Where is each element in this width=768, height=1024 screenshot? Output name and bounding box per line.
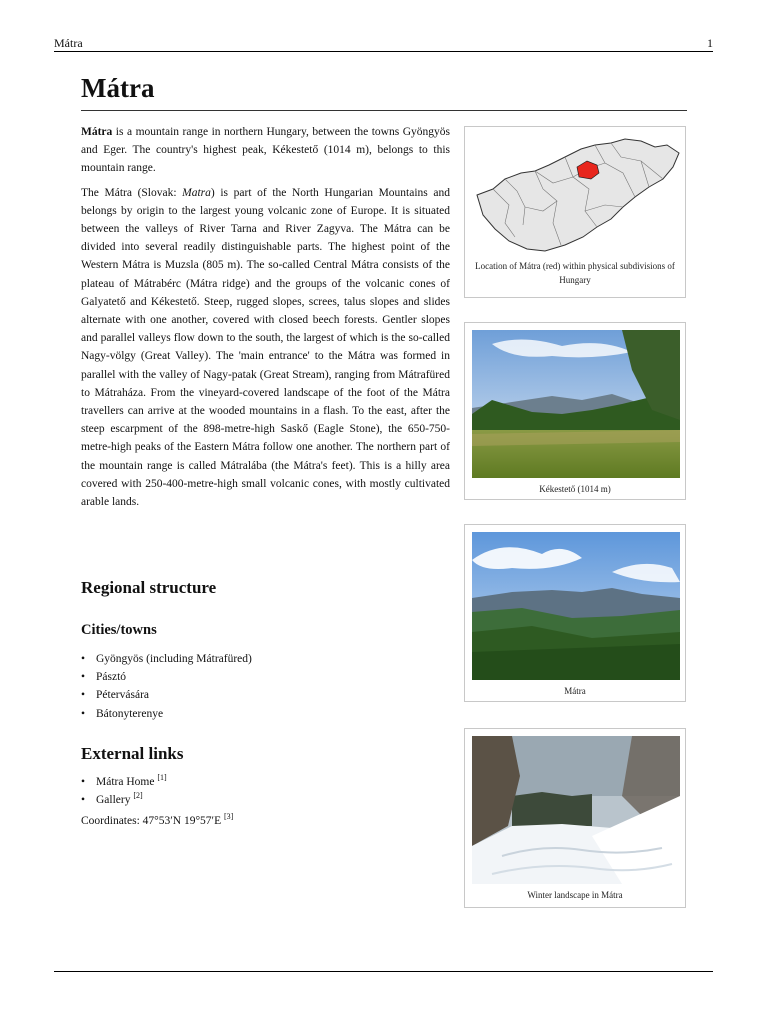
footer-divider — [54, 971, 713, 972]
link-matra-home[interactable]: Mátra Home — [96, 776, 155, 788]
link-gallery[interactable]: Gallery — [96, 794, 131, 807]
coordinates-prefix: Coordinates: — [81, 815, 143, 827]
coordinates — [81, 812, 233, 830]
reference-marker[interactable]: [2] — [133, 791, 143, 801]
hungary-map-icon[interactable] — [465, 127, 685, 259]
list-item: • Gyöngyös (including Mátrafüred) — [81, 650, 252, 668]
running-header-title: Mátra — [54, 36, 83, 50]
coordinates-value[interactable]: 47°53′N 19°57′E — [142, 815, 222, 827]
cities-list — [81, 650, 252, 723]
list-item: • Bátonyterenye — [81, 705, 252, 723]
para-italic: Matra — [182, 186, 211, 199]
winter-photo-icon[interactable] — [472, 736, 680, 884]
list-item: • Pásztó — [81, 668, 252, 686]
valley-photo-icon[interactable] — [472, 532, 680, 680]
figure-matra — [464, 524, 686, 702]
list-item: • Pétervására — [81, 686, 252, 704]
running-header — [54, 35, 713, 52]
figure-kekesteto — [464, 322, 686, 500]
para-part1: The Mátra (Slovak: — [81, 186, 183, 199]
page-title: Mátra — [81, 70, 687, 111]
reference-marker[interactable]: [3] — [223, 812, 234, 822]
figure-caption: Location of Mátra (red) within physical subdivisions of Hungary — [475, 261, 675, 285]
meadow-photo-icon[interactable] — [472, 330, 680, 478]
section-heading-links: External links — [81, 744, 184, 763]
intro-paragraph — [81, 123, 450, 178]
figure-caption: Kékestető (1014 m) — [539, 484, 611, 494]
external-links-list — [81, 773, 167, 809]
reference-marker[interactable]: [1] — [157, 773, 167, 783]
list-item — [81, 773, 167, 791]
subsection-heading-cities: Cities/towns — [81, 622, 157, 638]
intro-text: is a mountain range in northern Hungary, between the towns Gyöngyös and Eger. The country's highest peak, Kékestető (1014 m), belongs to this mountain range. — [81, 126, 450, 175]
description-paragraph — [81, 184, 450, 512]
intro-bold-term: Mátra — [81, 126, 113, 138]
page-number: 1 — [707, 36, 713, 50]
para-part2: ) is part of the North Hungarian Mountains and belongs by origin to the largest young volcanic zone of Europe. It is situated between the valleys of River Tarna and River Zagyva. The Mátra can be divided into several readily distinguishable parts. The highest point of the Western Mátra is Muzsla (805 m). The so-called Central Mátra consists of the plateau of Mátrabérc (Mátra ridge) and the groups of the volcanic cones of Galyatető and Kékestető. Steep, rugged slopes, screes, talus slopes and slides alternate with one another, covered with closed beech forests. Gentler slopes and parallel valleys flow down to the south, the largest of which is the so-called Nagy-völgy (Great Valley). The 'main entrance' to the Mátra was formed in parallel with the valley of Nagy-patak (Great Stream), ranging from Mátrafüred to Mátraháza. From the vineyard-covered landscape of the foot of the Mátra travellers can arrive at the wooded mountains in a flash. To the east, after the steep escarpment of the 898-metre-high Saskő (Eagle Stone), the 650-750-metre-high peaks of the Eastern Mátra follow one another. The northern part of the mountain range is called Mátralába (the Mátra's feet). This is a hilly area covered with 250-400-metre-high small volcanic cones, with mostly cultivated arable lands. — [81, 186, 450, 509]
figure-caption: Mátra — [564, 686, 586, 696]
figure-caption: Winter landscape in Mátra — [527, 890, 623, 900]
section-heading-regional: Regional structure — [81, 578, 217, 597]
figure-winter — [464, 728, 686, 908]
list-item — [81, 791, 167, 809]
article-body — [81, 123, 450, 517]
figure-map — [464, 126, 686, 298]
